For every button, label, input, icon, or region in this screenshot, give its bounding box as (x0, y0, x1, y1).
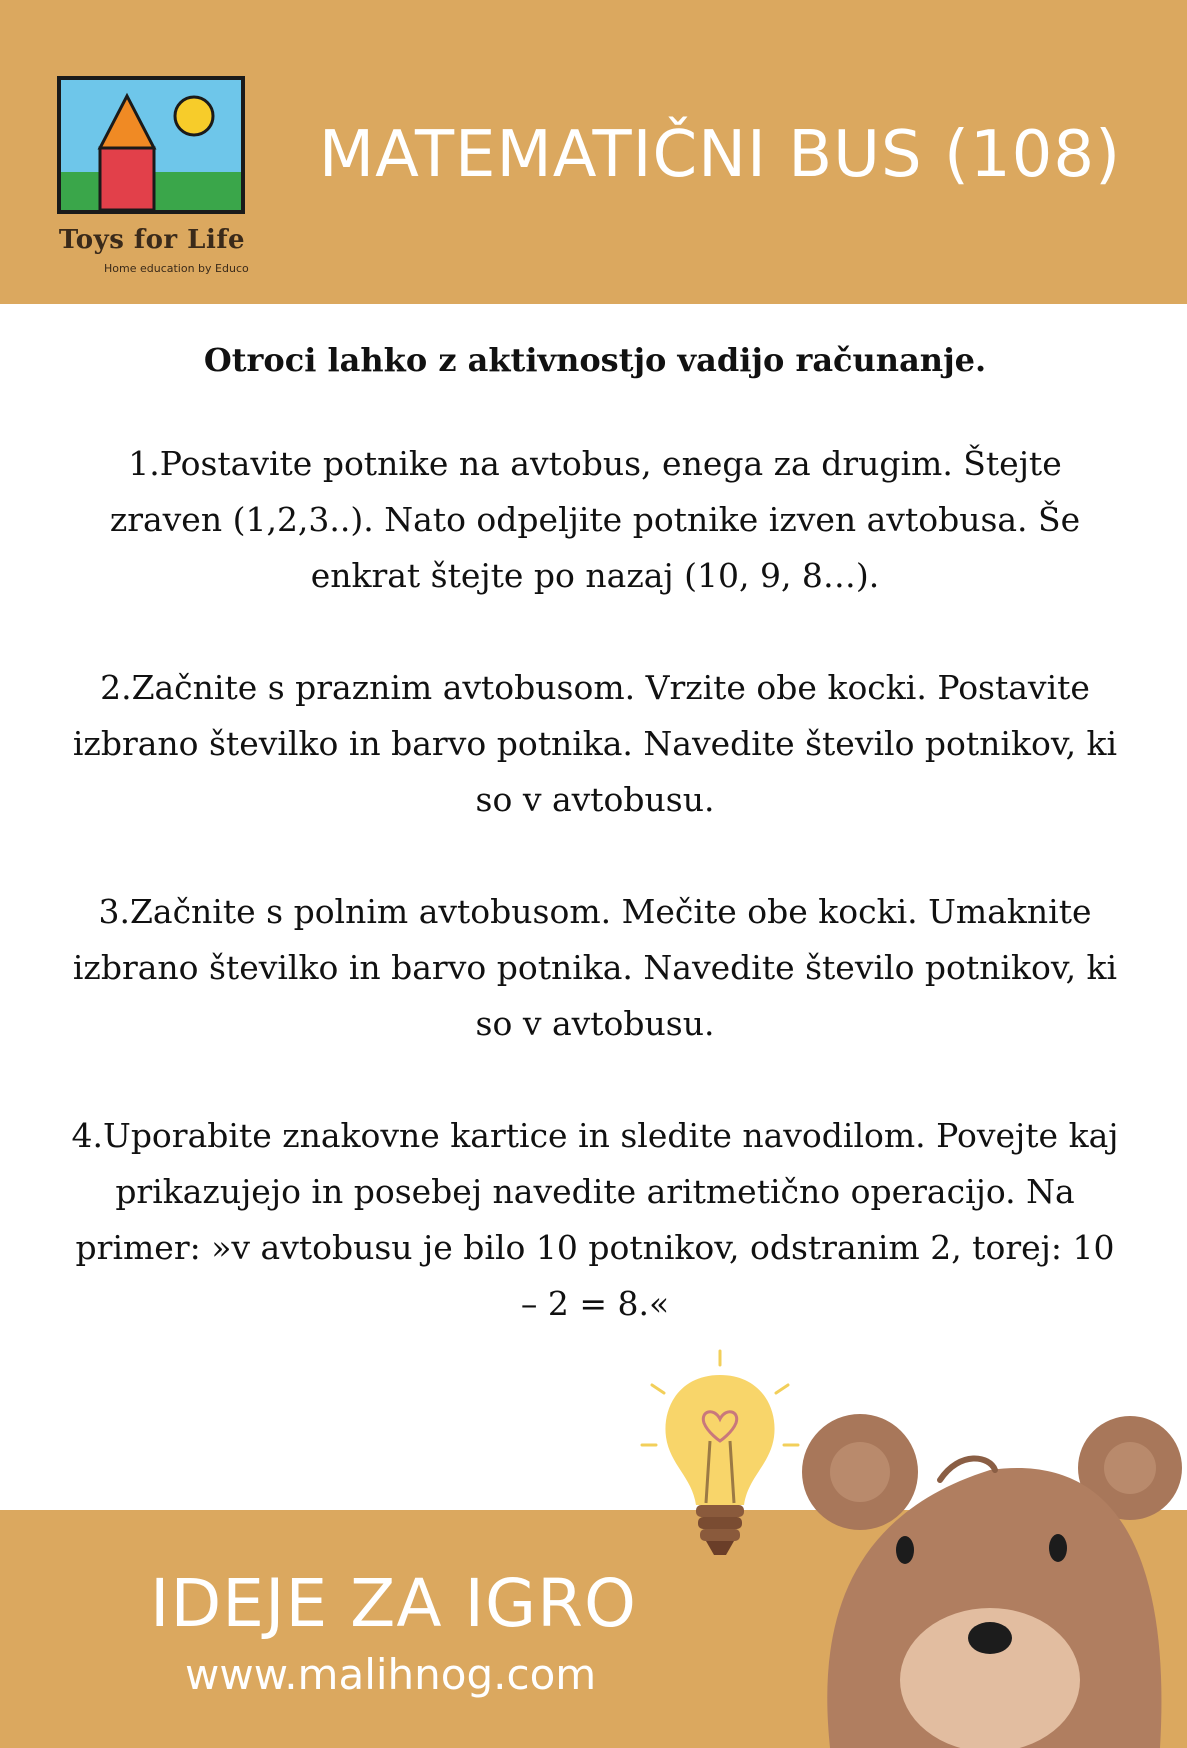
intro-text: Otroci lahko z aktivnostjo vadijo računanje. (203, 341, 987, 379)
step-2: 2.Začnite s praznim avtobusom. Vrzite obe kocki. Postavite izbrano številko in barvo potnika. Navedite število potnikov, ki so v avtobusu. (72, 668, 1118, 819)
brand-name: Toys for Life (58, 225, 246, 255)
page-title: MATEMATIČNI BUS (108) (318, 118, 1122, 192)
lightbulb-icon (640, 1345, 800, 1575)
step-3: 3.Začnite s polnim avtobusom. Mečite obe kocki. Umaknite izbrano številko in barvo potnika. Navedite število potnikov, ki so v avtobusu. (72, 892, 1118, 1043)
website-link[interactable]: www.malihnog.com (185, 1650, 597, 1699)
instructions (70, 336, 1120, 1388)
footer-title: IDEJE ZA IGRO (150, 1565, 637, 1642)
step-1: 1.Postavite potnike na avtobus, enega za drugim. Štejte zraven (1,2,3..). Nato odpeljite potnike izven avtobusa. Še enkrat štejte po nazaj (10, 9, 8…). (109, 444, 1081, 595)
logo-icon (57, 76, 245, 214)
brand-tagline: Home education by Educo (104, 262, 249, 275)
bear-icon (790, 1400, 1187, 1748)
step-4: 4.Uporabite znakovne kartice in sledite navodilom. Povejte kaj prikazujejo in posebej navedite aritmetično operacijo. Na primer: »v avtobusu je bilo 10 potnikov, odstranim 2, torej: 10 – 2 = 8.« (71, 1116, 1119, 1323)
